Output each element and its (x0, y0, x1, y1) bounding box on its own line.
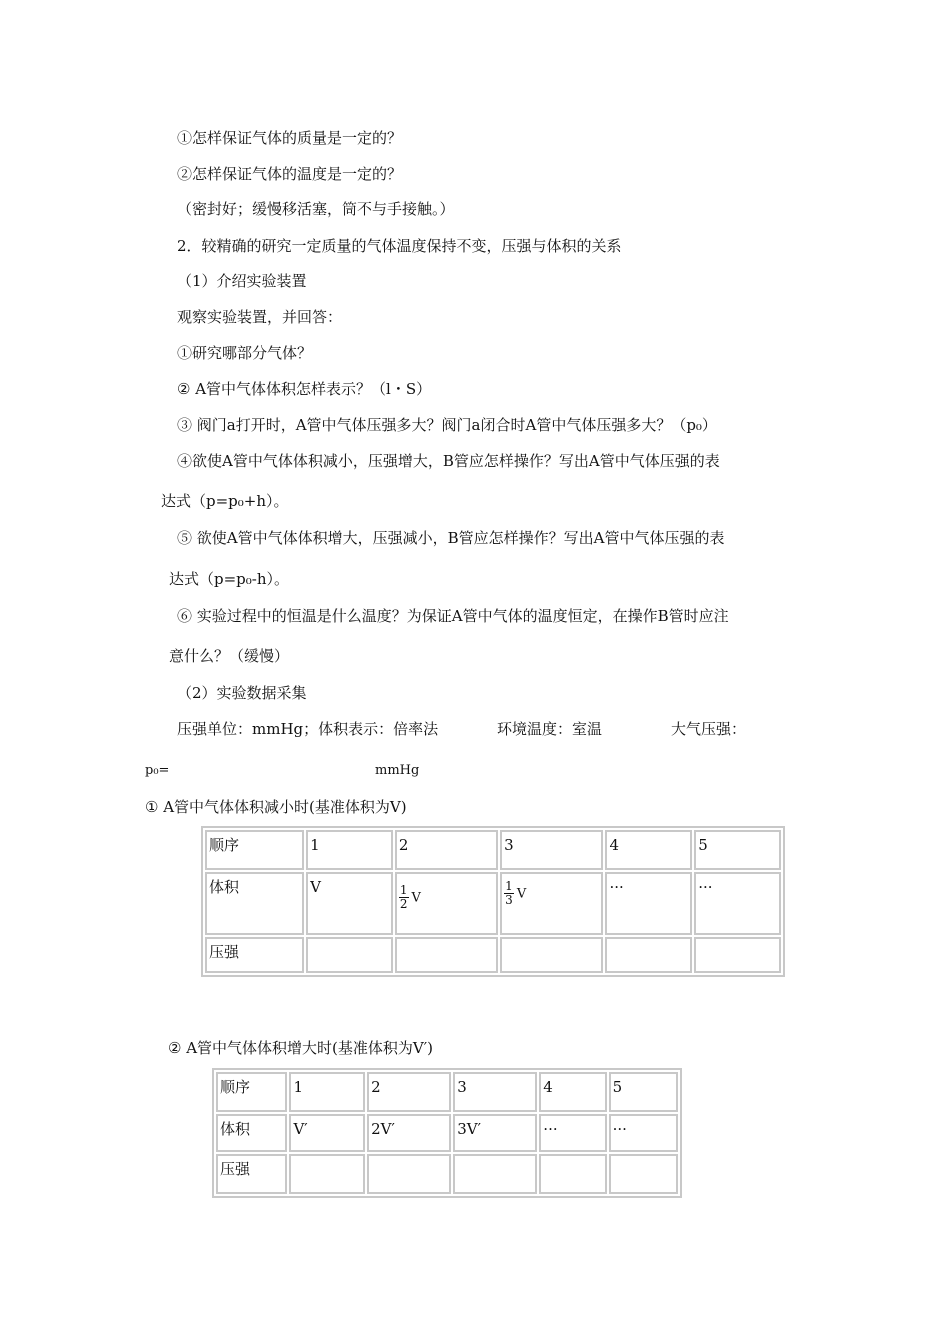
step-2: ② A管中气体体积怎样表示？（l・S） (177, 380, 432, 398)
row-label-pressure: 压强 (216, 1154, 287, 1194)
section-2-heading: 2．较精确的研究一定质量的气体温度保持不变，压强与体积的关系 (177, 237, 622, 255)
table-2-caption: ② A管中气体体积增大时(基准体积为V′) (168, 1039, 433, 1057)
table-row (205, 830, 781, 870)
fraction-numerator: 1 (505, 879, 513, 893)
fraction-one-half (399, 884, 409, 911)
table-cell: 4 (605, 830, 692, 870)
table-cell: 1 (306, 830, 393, 870)
subsection-1-heading: （1）介绍实验装置 (177, 272, 307, 290)
step-4: ④欲使A管中气体体积减小，压强增大，B管应怎样操作？写出A管中气体压强的表 (177, 452, 720, 470)
table-cell (605, 937, 692, 973)
table-cell (609, 1154, 678, 1194)
table-cell: ··· (605, 872, 692, 935)
table-cell: 5 (694, 830, 781, 870)
row-label-order: 顺序 (205, 830, 304, 870)
table-cell: 5 (609, 1072, 678, 1112)
question-2: ②怎样保证气体的温度是一定的？ (177, 165, 403, 183)
table-1-caption: ① A管中气体体积减小时(基准体积为V) (145, 798, 407, 816)
atm-pressure-label: 大气压强： (671, 720, 747, 738)
table-row (205, 872, 781, 935)
step-6: ⑥ 实验过程中的恒温是什么温度？为保证A管中气体的温度恒定，在操作B管时应注 (177, 607, 729, 625)
step-5: ⑤ 欲使A管中气体体积增大，压强减小，B管应怎样操作？写出A管中气体压强的表 (177, 529, 725, 547)
table-cell (395, 872, 498, 935)
observe-prompt: 观察实验装置，并回答： (177, 308, 343, 326)
table-cell (500, 937, 603, 973)
table-cell: 2V′ (367, 1114, 451, 1152)
table-cell: ··· (609, 1114, 678, 1152)
fraction-denominator: 2 (399, 897, 408, 911)
table-cell (694, 937, 781, 973)
table-cell: 4 (539, 1072, 606, 1112)
table-cell: 2 (367, 1072, 451, 1112)
volume-unit: V (411, 890, 421, 906)
table-cell: ··· (694, 872, 781, 935)
step-4-cont: 达式（p=p₀+h）。 (161, 492, 289, 510)
step-3: ③ 阀门a打开时，A管中气体压强多大？阀门a闭合时A管中气体压强多大？（p₀） (177, 416, 717, 434)
table-cell (367, 1154, 451, 1194)
step-1: ①研究哪部分气体？ (177, 344, 313, 362)
row-label-order: 顺序 (216, 1072, 287, 1112)
answer-1: （密封好；缓慢移活塞，筒不与手接触。） (177, 200, 455, 218)
subsection-2-heading: （2）实验数据采集 (177, 684, 307, 702)
table-cell (289, 1154, 365, 1194)
units-text: 压强单位：mmHg；体积表示：倍率法 (177, 720, 439, 738)
table-cell: 3 (500, 830, 603, 870)
table-volume-decrease (201, 826, 785, 977)
table-cell: 3 (453, 1072, 537, 1112)
table-cell (500, 872, 603, 935)
row-label-volume: 体积 (205, 872, 304, 935)
table-row (216, 1072, 678, 1112)
table-cell: 1 (289, 1072, 365, 1112)
row-label-volume: 体积 (216, 1114, 287, 1152)
step-5-cont: 达式（p=p₀-h）。 (169, 570, 290, 588)
table-cell: V (306, 872, 393, 935)
table-row (216, 1154, 678, 1194)
table-cell: 3V′ (453, 1114, 537, 1152)
row-label-pressure: 压强 (205, 937, 304, 973)
table-cell (539, 1154, 606, 1194)
fraction-numerator: 1 (399, 883, 408, 897)
table-cell (306, 937, 393, 973)
p0-label: p₀= (145, 763, 170, 778)
table-volume-increase (212, 1068, 682, 1198)
table-cell (395, 937, 498, 973)
table-cell: V′ (289, 1114, 365, 1152)
table-cell: 2 (395, 830, 498, 870)
fraction-one-third (504, 880, 514, 907)
table-cell: ··· (539, 1114, 606, 1152)
p0-unit: mmHg (375, 763, 420, 778)
fraction-denominator: 3 (505, 893, 513, 907)
table-cell (453, 1154, 537, 1194)
ambient-temp-text: 环境温度：室温 (497, 720, 603, 738)
table-row (205, 937, 781, 973)
step-6-cont: 意什么？（缓慢） (169, 647, 290, 665)
question-1: ①怎样保证气体的质量是一定的？ (177, 129, 403, 147)
volume-unit: V (516, 886, 527, 902)
table-row (216, 1114, 678, 1152)
